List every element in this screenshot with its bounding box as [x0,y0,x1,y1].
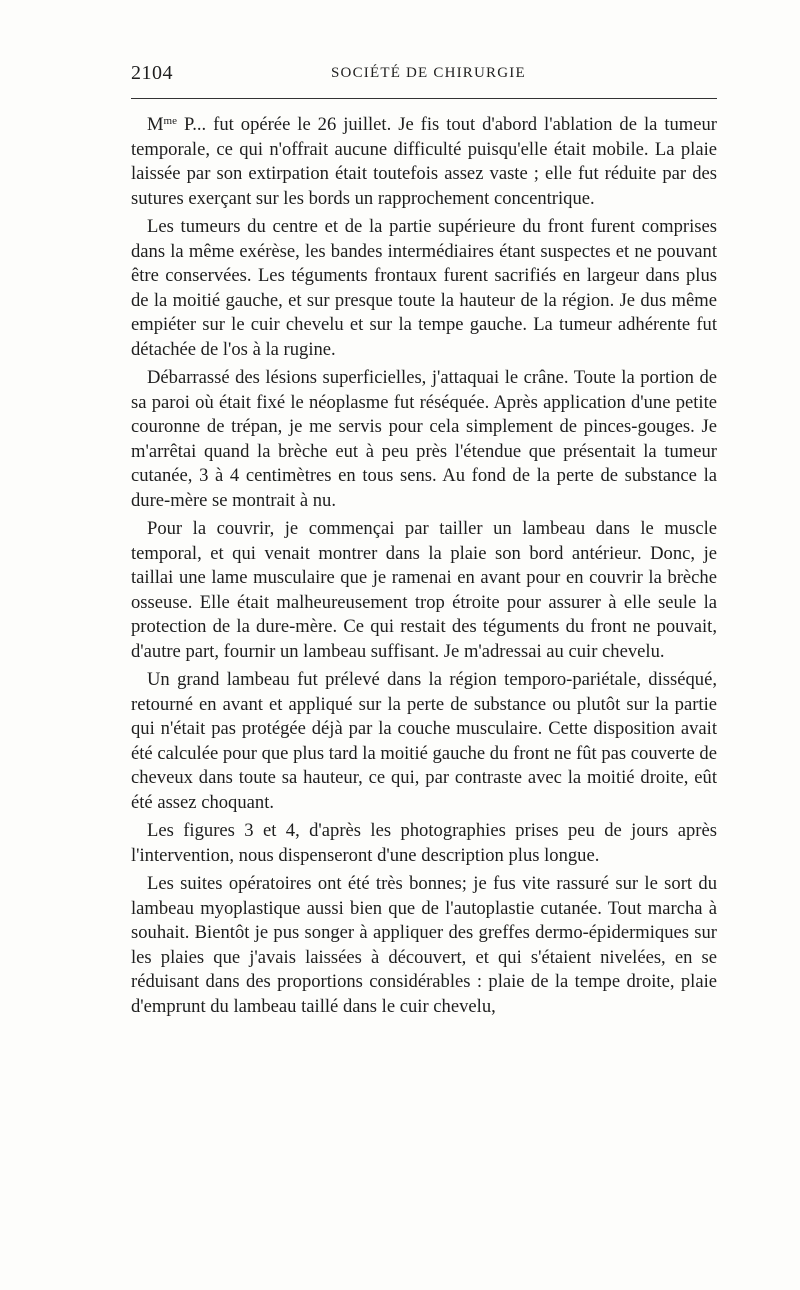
paragraph-3: Débarrassé des lésions superficielles, j'attaquai le crâne. Toute la portion de sa paroi où était fixé le néoplasme fut réséquée. Après application d'une petite couronne de trépan, je me servis pour cela simplement de pinces-gouges. Je m'arrêtai quand la brèche eut à peu près l'étendue que présentait la tumeur cutanée, 3 à 4 centimètres en tous sens. Au fond de la perte de substance la dure-mère se montrait à nu. [131,367,717,511]
honorific: M [147,114,164,135]
header-rule [131,98,717,99]
honorific-superscript: me [163,115,177,127]
paragraph-7: Les suites opératoires ont été très bonnes; je fus vite rassuré sur le sort du lambeau myoplastique aussi bien que de l'autoplastie cutanée. Tout marcha à souhait. Bientôt je pus songer à appliquer des greffes dermo-épidermiques sur les plaies que j'avais laissées à découvert, et qui s'étaient nivelées, en se réduisant dans des proportions considérables : plaie de la tempe droite, plaie d'emprunt du lambeau taillé dans le cuir chevelu, [131,873,717,1017]
paragraph-5: Un grand lambeau fut prélevé dans la région temporo-pariétale, disséqué, retourné en avant et appliqué sur la perte de substance ou plutôt sur la partie qui n'était pas protégée déjà par la couche musculaire. Cette disposition avait été calculée pour que plus tard la moitié gauche du front ne fût pas couverte de cheveux dans toute sa hauteur, ce qui, par contraste avec la moitié droite, eût été assez choquant. [131,669,717,813]
paragraph-1-text: P... fut opérée le 26 juillet. Je fis tout d'abord l'ablation de la tumeur temporale, ce qui n'offrait aucune difficulté puisqu'elle était mobile. La plaie laissée par son extirpation était toutefois assez vaste ; elle fut réduite par des sutures exerçant sur les bords un rapprochement concentrique. [131,114,717,209]
paragraph-6: Les figures 3 et 4, d'après les photographies prises peu de jours après l'intervention, nous dispenseront d'une description plus longue. [131,820,717,866]
paragraph-2: Les tumeurs du centre et de la partie supérieure du front furent comprises dans la même exérèse, les bandes intermédiaires étant suspectes et ne pouvant être conservées. Les téguments frontaux furent sacrifiés en largeur dans plus de la moitié gauche, et sur presque toute la hauteur de la région. Je dus même empiéter sur le cuir chevelu et sur la tempe gauche. La tumeur adhérente fut détachée de l'os à la rugine. [131,216,717,360]
page-number: 2104 [131,62,173,84]
paragraph-4: Pour la couvrir, je commençai par tailler un lambeau dans le muscle temporal, et qui venait montrer dans la plaie son bord antérieur. Donc, je taillai une lame musculaire que je ramenai en avant pour en couvrir la brèche osseuse. Elle était malheureusement trop étroite pour assurer à elle seule la protection de la dure-mère. Ce qui restait des téguments du front ne pouvait, d'autre part, fournir un lambeau suffisant. Je m'adressai au cuir chevelu. [131,518,717,662]
body-text [131,113,717,1023]
journal-title: SOCIÉTÉ DE CHIRURGIE [331,65,526,81]
running-head [131,58,717,88]
paragraph-1 [131,113,717,211]
